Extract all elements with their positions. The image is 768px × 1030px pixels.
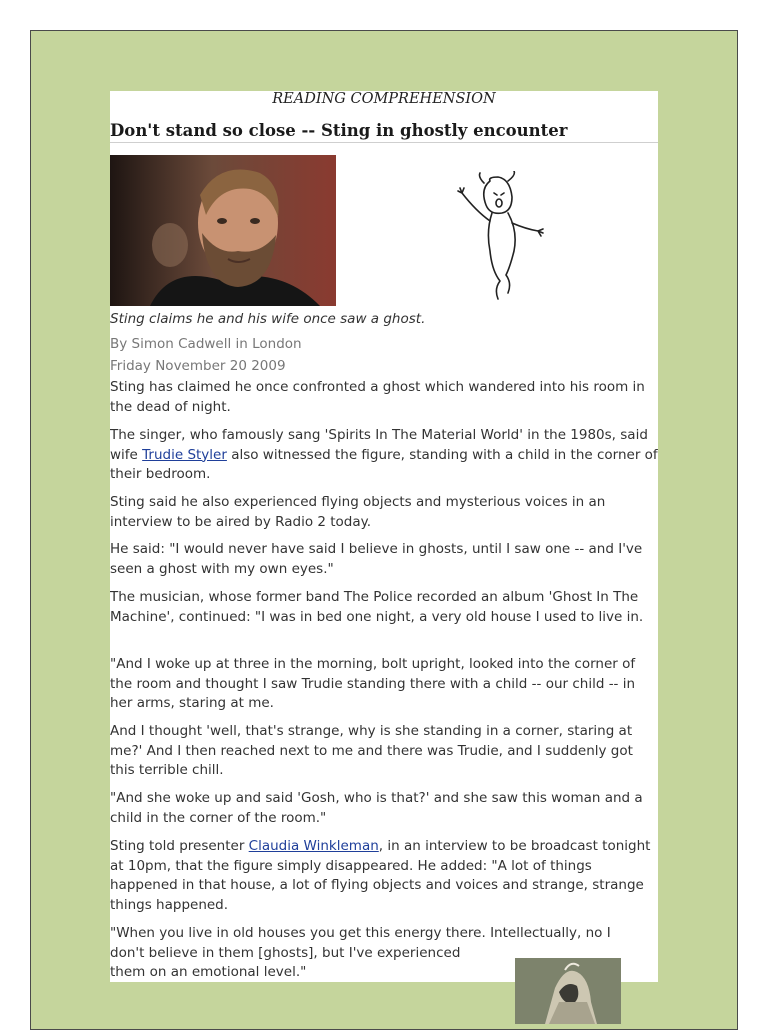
headline-divider [110,142,658,143]
paragraph-6: "And I woke up at three in the morning, bolt upright, looked into the corner of the room and thought I saw Trudie standing there with a child -- our child -- in her arms, staring at me. [110,656,636,711]
paragraph-7: And I thought 'well, that's strange, why is she standing in a corner, staring at me?' And I then reached next to me and there was Trudie, and I suddenly got this terrible chill. [110,723,633,778]
paragraph-10-line-3: them on an emotional level." [110,964,307,980]
paragraph-5: The musician, whose former band The Police recorded an album 'Ghost In The Machine', continued: "I was in bed one night, a very old house I used to live in. [110,589,644,625]
paragraph-10-line-2: don't believe in them [ghosts], but I've experienced [110,944,461,961]
paragraph-2-text-a: The singer, who famously sang 'Spirits In The Material World' in the 1980s, said wife [110,427,648,463]
paragraph-10-line-1: "When you live in old houses you get this energy there. Intellectually, no I [110,925,611,941]
hooded-figure-icon [515,958,621,1024]
trudie-styler-link[interactable]: Trudie Styler [142,446,227,463]
paragraph-8: "And she woke up and said 'Gosh, who is that?' and she saw this woman and a child in the corner of the room." [110,790,643,826]
publish-date: Friday November 20 2009 [110,358,286,374]
paragraph-9-text-a: Sting told presenter [110,838,249,854]
article-sheet [110,91,658,982]
ghost-icon [450,171,550,306]
paragraph-4: He said: "I would never have said I believe in ghosts, until I saw one -- and I've seen a ghost with my own eyes." [110,541,643,577]
paragraph-9 [110,837,658,915]
paragraph-2 [110,426,658,485]
paragraph-1: Sting has claimed he once confronted a ghost which wandered into his room in the dead of night. [110,379,645,415]
ghost-drawing [450,171,550,306]
sting-photo-image [110,155,336,306]
sting-photo [110,155,336,306]
section-kicker: READING COMPREHENSION [272,91,496,107]
paragraph-3: Sting said he also experienced flying objects and mysterious voices in an interview to be aired by Radio 2 today. [110,494,606,530]
paragraph-9-text-b: , in an interview to be broadcast tonight at 10pm, that the figure simply disappeared. He added: "A lot of things happened in that house, a lot of flying objects and voices and strange, strange things happened. [110,838,651,913]
paragraph-2-text-b: also witnessed the figure, standing with a child in the corner of their bedroom. [110,446,658,482]
byline: By Simon Cadwell in London [110,336,302,352]
claudia-winkleman-link[interactable]: Claudia Winkleman [248,838,379,854]
hooded-figure-photo [515,958,621,1024]
article-headline: Don't stand so close -- Sting in ghostly encounter [110,121,568,140]
photo-caption: Sting claims he and his wife once saw a ghost. [110,311,426,327]
